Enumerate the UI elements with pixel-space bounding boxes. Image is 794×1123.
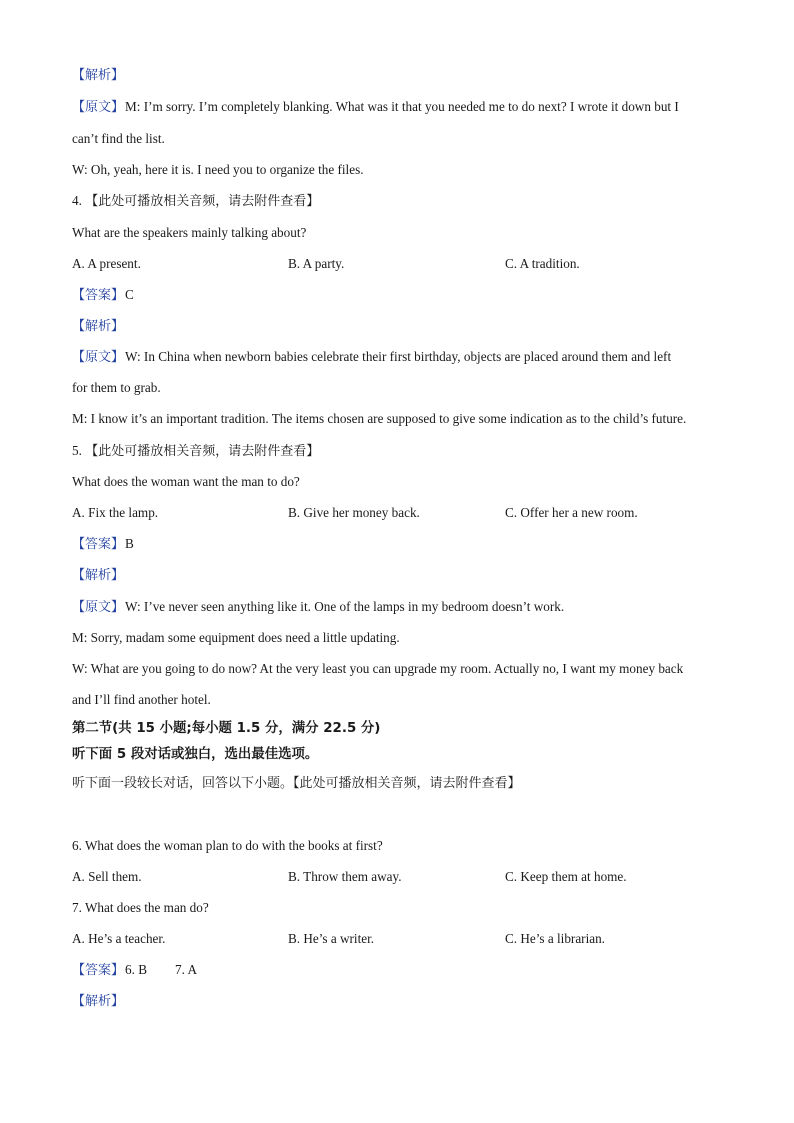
answer-tag: 【答案】	[72, 288, 125, 303]
transcript-line	[72, 130, 165, 148]
answer-tag: 【答案】	[72, 537, 125, 552]
question-7-text: 7. What does the man do?	[72, 900, 209, 915]
analysis-tag: 【解析】	[72, 68, 125, 83]
answer-value: C	[125, 287, 134, 302]
original-tag: 【原文】	[72, 600, 125, 615]
original-tag: 【原文】	[72, 100, 125, 115]
transcript-text: can’t find the list.	[72, 131, 165, 146]
section-instruction: 听下面 5 段对话或独白，选出最佳选项。	[72, 747, 319, 762]
q6-option-b: B. Throw them away.	[288, 869, 402, 884]
transcript-text: W: In China when newborn babies celebrate their first birthday, objects are placed around them and left	[125, 349, 672, 364]
analysis-tag: 【解析】	[72, 994, 125, 1009]
q5-answer	[72, 535, 134, 554]
q6-option-a: A. Sell them.	[72, 869, 142, 884]
answer-value: B	[125, 536, 134, 551]
answer-tag: 【答案】	[72, 963, 125, 978]
q5-analysis	[72, 566, 125, 585]
audio-note: 【此处可播放相关音频，请去附件查看】	[85, 444, 320, 459]
answers-6-7	[72, 961, 197, 980]
transcript-text: W: I’ve never seen anything like it. One of the lamps in my bedroom doesn’t work.	[125, 599, 565, 614]
q4-analysis	[72, 317, 125, 336]
q4-option-b: B. A party.	[288, 256, 345, 271]
q7-option-b: B. He’s a writer.	[288, 931, 375, 946]
q6-option-c: C. Keep them at home.	[505, 869, 627, 884]
transcript-line: W: What are you going to do now? At the very least you can upgrade my room. Actually no, I want my money back	[72, 661, 684, 676]
audio-note: 【此处可播放相关音频，请去附件查看】	[85, 194, 320, 209]
answer-7: 7. A	[175, 962, 197, 977]
analysis-tag: 【解析】	[72, 568, 125, 583]
q5-option-a: A. Fix the lamp.	[72, 505, 159, 520]
transcript-line: and I’ll find another hotel.	[72, 692, 211, 707]
q5-option-b: B. Give her money back.	[288, 505, 420, 520]
q4-option-a: A. A present.	[72, 256, 141, 271]
q5-option-c: C. Offer her a new room.	[505, 505, 638, 520]
answer-6: 6. B	[125, 962, 147, 977]
q4-answer	[72, 286, 134, 305]
analysis-tag: 【解析】	[72, 319, 125, 334]
question-5-header	[72, 442, 319, 461]
transcript-text: M: I’m sorry. I’m completely blanking. What was it that you needed me to do next? I wrote it down but I	[125, 99, 679, 114]
q7-option-c: C. He’s a librarian.	[505, 931, 605, 946]
question-4-text: What are the speakers mainly talking about?	[72, 225, 307, 240]
q4-option-c: C. A tradition.	[505, 256, 580, 271]
question-4-header	[72, 192, 319, 211]
question-6-text: 6. What does the woman plan to do with the books at first?	[72, 838, 383, 853]
q7-option-a: A. He’s a teacher.	[72, 931, 166, 946]
transcript-line: for them to grab.	[72, 380, 161, 395]
transcript-line: M: I know it’s an important tradition. The items chosen are supposed to give some indication as to the child’s future.	[72, 411, 687, 426]
transcript-text: W: Oh, yeah, here it is. I need you to organize the files.	[72, 162, 364, 177]
analysis-heading	[72, 66, 125, 85]
transcript-line	[72, 348, 671, 367]
analysis-heading	[72, 992, 125, 1011]
question-number: 5.	[72, 443, 82, 458]
section-heading: 第二节(共 15 小题;每小题 1.5 分，满分 22.5 分)	[72, 721, 381, 736]
original-tag: 【原文】	[72, 350, 125, 365]
transcript-line: M: Sorry, madam some equipment does need a little updating.	[72, 630, 400, 645]
transcript-line	[72, 98, 679, 117]
question-number: 4.	[72, 193, 82, 208]
transcript-line	[72, 161, 364, 179]
question-5-text: What does the woman want the man to do?	[72, 474, 300, 489]
transcript-line	[72, 598, 564, 617]
section-intro: 听下面一段较长对话，回答以下小题。【此处可播放相关音频，请去附件查看】	[72, 776, 521, 791]
